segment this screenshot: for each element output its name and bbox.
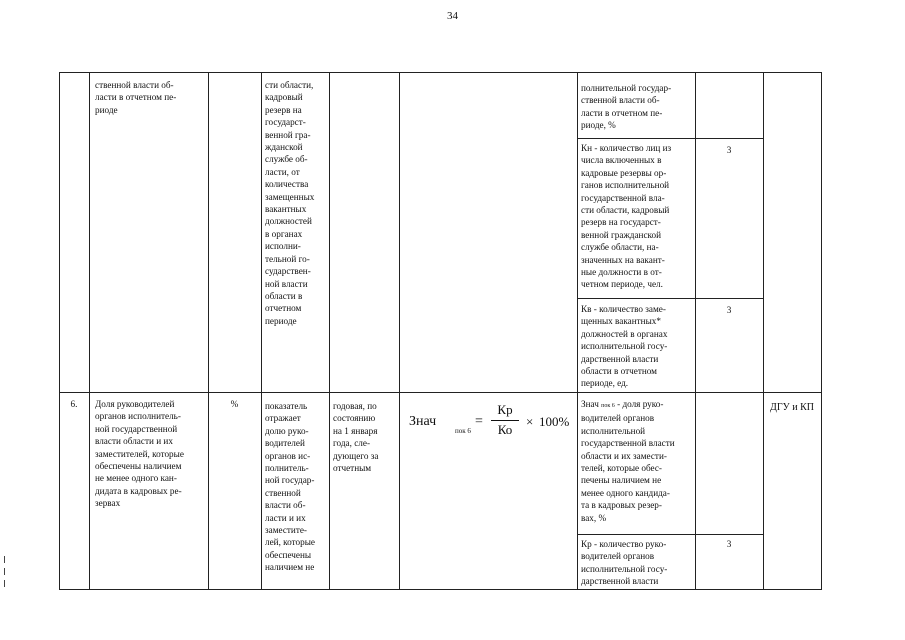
column-divider (89, 72, 90, 590)
column-divider (261, 72, 262, 590)
prev-variable-kv: Кв - количество заме- щенных вакантных* должностей в органах исполнительной госу- дарственной власти области в отчетном периоде, ед. (581, 304, 668, 389)
margin-mark (4, 580, 5, 587)
column-divider (399, 72, 400, 590)
formula-numerator: Кр (497, 402, 513, 417)
row6-variable-kr-source: 3 (726, 539, 732, 549)
formula-symbol: Знач (409, 414, 437, 429)
prev-variable-kn-source: 3 (726, 145, 732, 155)
var-main-prefix: Знач (581, 399, 602, 409)
variable-divider (577, 138, 763, 139)
prev-variable-description: полнительной государ- ственной власти об- ласти в отчетном пе- риоде, % (581, 83, 672, 131)
row6-indicator-name: Доля руководителей органов исполнитель- ной государственной власти области и их заместителей, которые обеспечены наличием не менее одного кан- дидата в кадровых ре- зервах (95, 399, 184, 509)
row6-variable-kr: Кр - количество руко- водителей органов исполнительной госу- дарственной власти (581, 539, 668, 587)
formula-denominator: Ко (497, 422, 513, 437)
prev-variable-kv-source: 3 (726, 305, 732, 315)
row6-responsible: ДГУ и КП (770, 402, 814, 413)
row6-variable-main (581, 398, 693, 524)
formula-times: × (526, 414, 534, 429)
row6-number: 6. (70, 399, 78, 409)
prev-variable-kn: Кн - количество лиц из числа включенных в кадровые резервы ор- ганов исполнительной государственной вла- сти области, кадровый резерв на государст- венной гражданской службе области, на- значенных на вакант- ные должности в от- четном периоде, чел. (581, 143, 672, 290)
table-border-top (59, 72, 822, 73)
row6-calculation-method: показатель отражает долю руко- водителей органов ис- полнитель- ной государ- ственной власти об- ласти и их заместите- лей, которые обеспечены наличием не (265, 401, 315, 573)
table-border-left (59, 72, 60, 590)
column-divider (763, 72, 764, 590)
formula-percent: 100% (539, 414, 570, 429)
formula-fraction-bar (491, 420, 519, 421)
prev-indicator-name: ственной власти об- ласти в отчетном пе- риоде (95, 80, 177, 115)
column-divider (577, 72, 578, 590)
formula-subscript: пок 6 (455, 427, 471, 435)
margin-mark (4, 556, 5, 563)
column-divider (208, 72, 209, 590)
variable-divider (577, 534, 763, 535)
table-border-right (821, 72, 822, 590)
page-number: 34 (447, 10, 458, 22)
column-divider (329, 72, 330, 590)
row6-periodicity: годовая, по состоянию на 1 января года, сле- дующего за отчетным (333, 401, 379, 474)
indicator-table (59, 72, 822, 590)
formula-equals: = (475, 414, 483, 429)
margin-mark (4, 568, 5, 575)
row6-unit: % (230, 399, 239, 409)
prev-calculation-method: сти области, кадровый резерв на государст- венной гра- жданской службе об- ласти, от количества замещенных вакантных должностей в органах исполни- тельной го- сударствен- ной власти области в отчетном периоде (265, 80, 315, 326)
var-main-subscript: пок 6 (601, 403, 615, 409)
row-divider (59, 392, 822, 393)
table-border-bottom (59, 589, 822, 590)
row6-formula (409, 402, 569, 444)
var-main-text: - доля руко- водителей органов исполнительной государственной власти области и их замести- телей, которые обес- печены наличием не менее одного кандида- та в кадровых резер- вах, % (581, 399, 675, 523)
variable-divider (577, 298, 763, 299)
